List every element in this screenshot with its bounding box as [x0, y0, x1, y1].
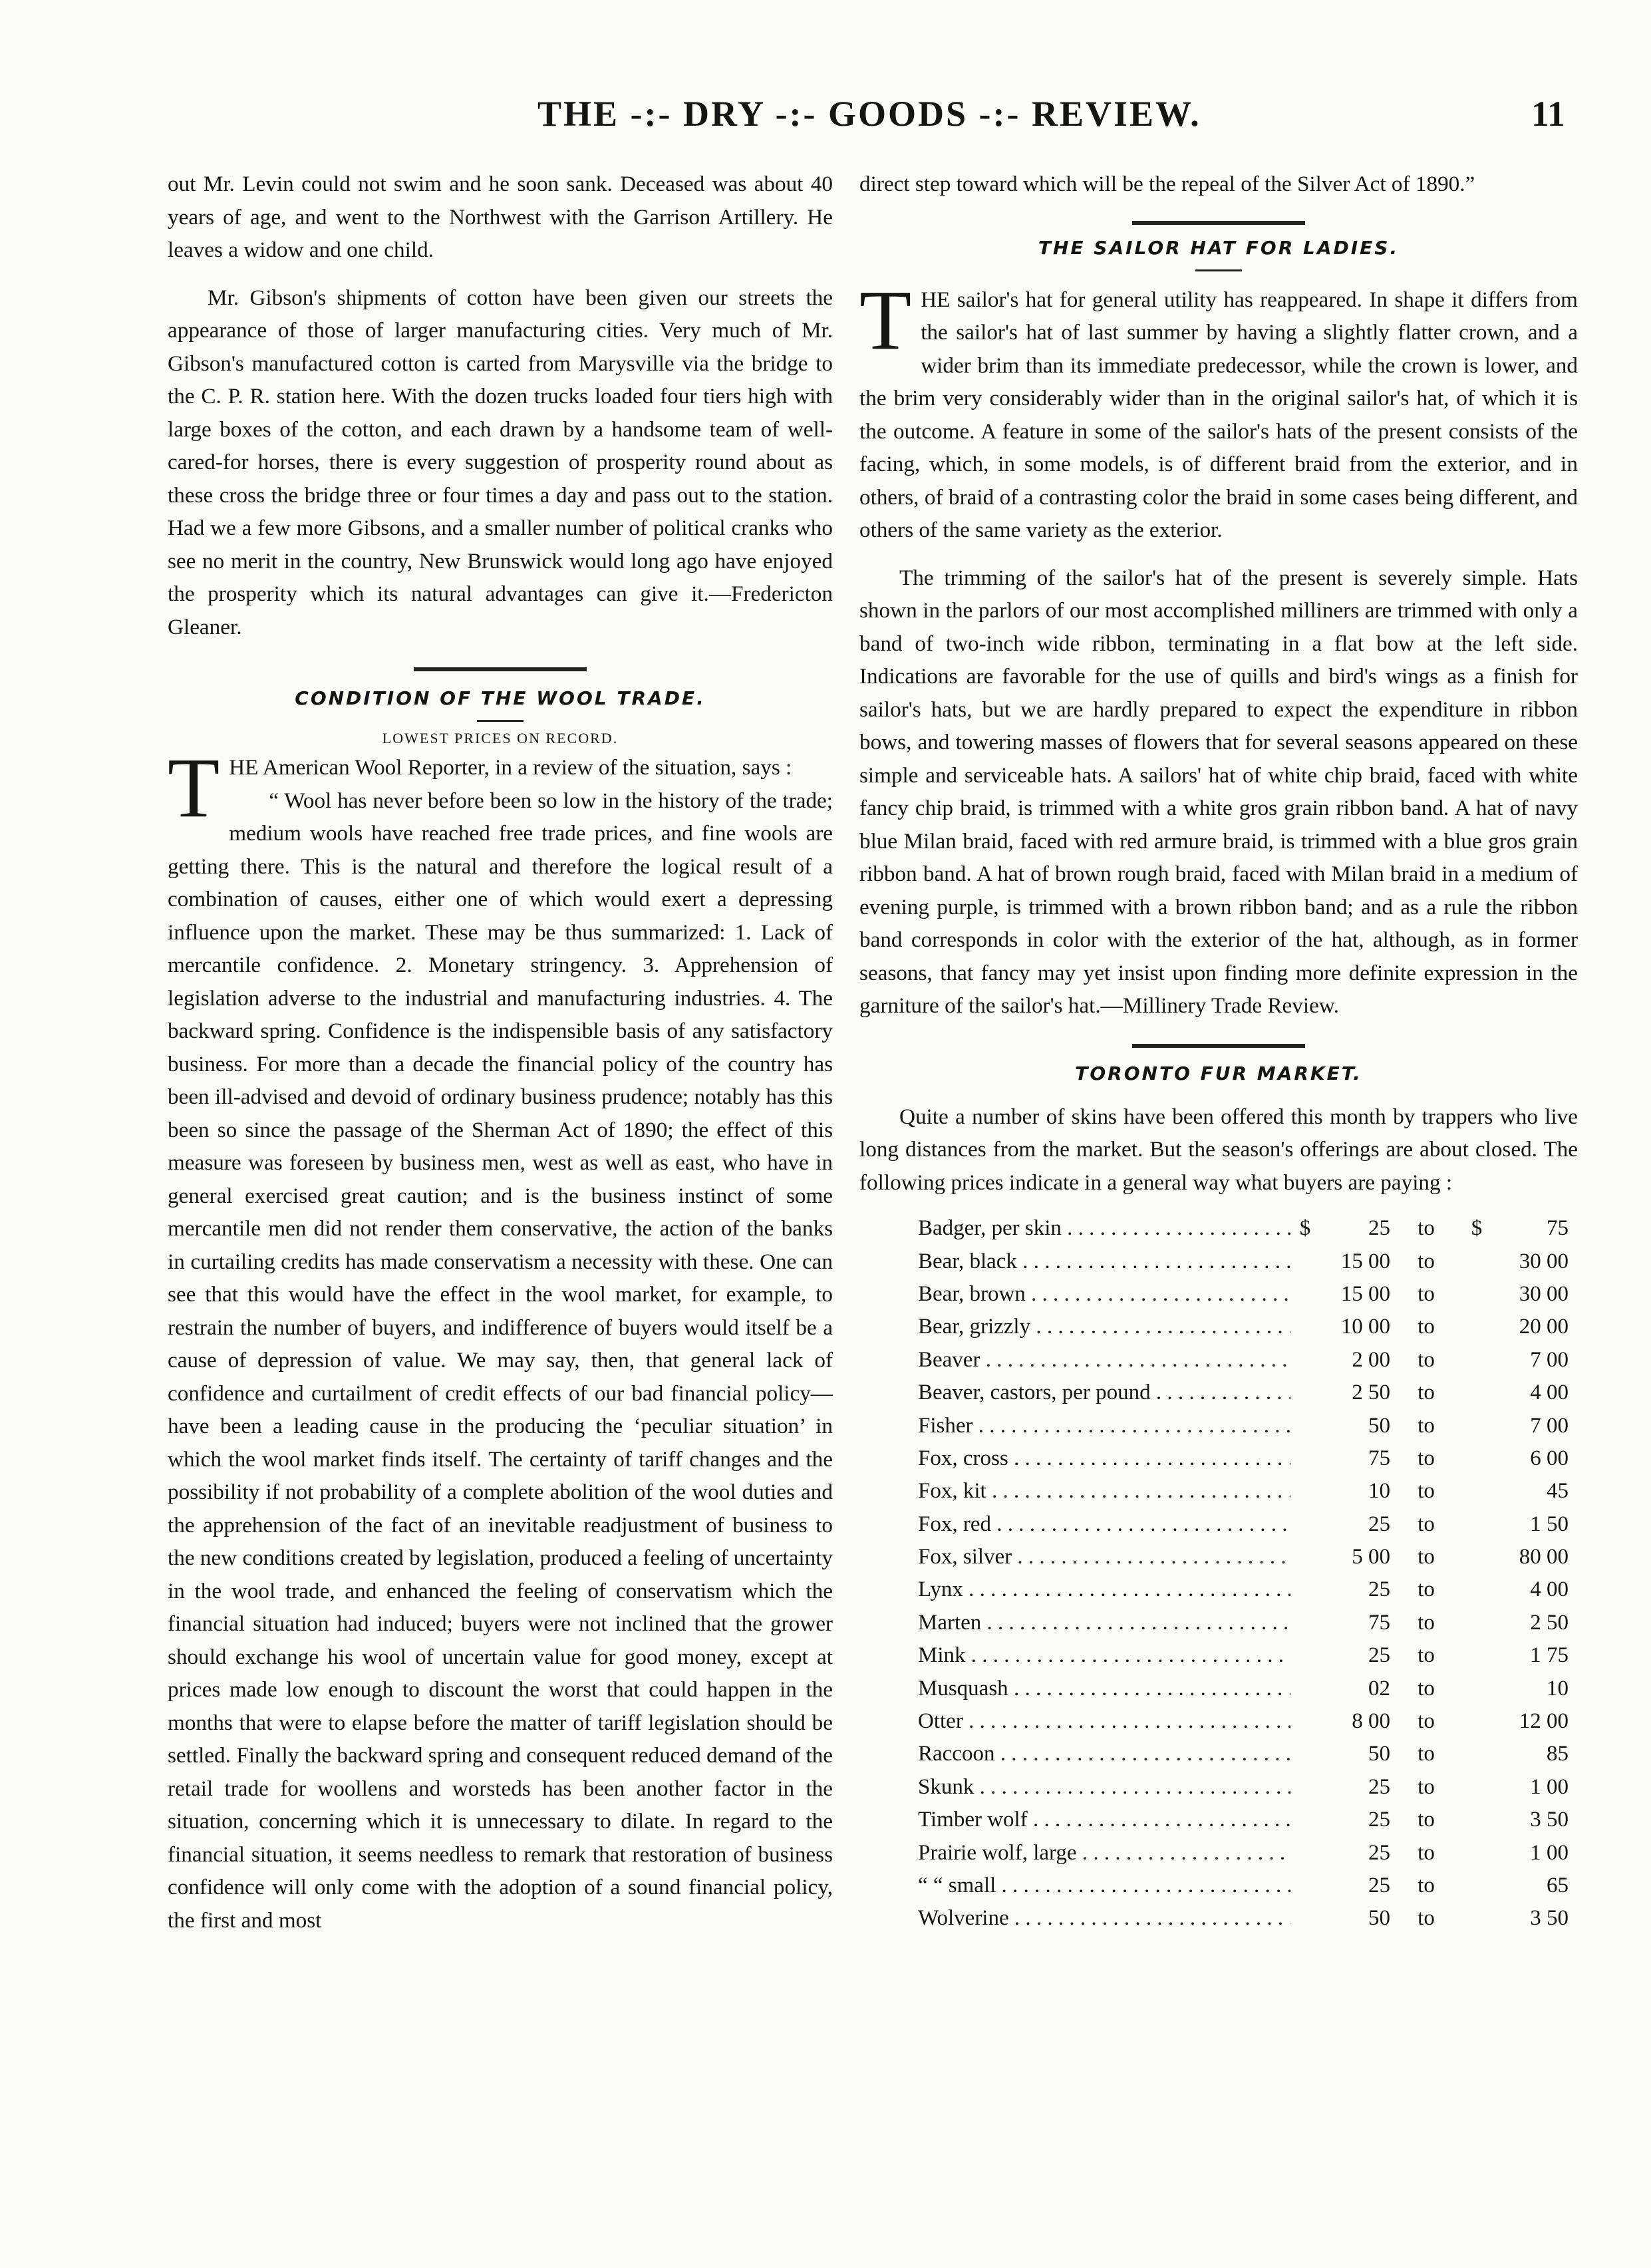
price-high: 75 [1547, 1216, 1569, 1241]
fur-name: Beaver . . . [918, 1348, 1290, 1373]
price-low: 15 00 [1340, 1281, 1390, 1306]
price-to: to [1418, 1545, 1435, 1569]
price-to: to [1418, 1512, 1435, 1536]
fur-name: “ “ small . . . [918, 1873, 1290, 1898]
sailor-drop-cap: T [859, 272, 912, 367]
fur-price-row [918, 1212, 1578, 1245]
wool-intro: HE American Wool Reporter, in a review of the situation, says : [229, 755, 792, 780]
heading-rule [477, 720, 524, 722]
fur-name: Beaver, castors, per pound . . . [918, 1380, 1290, 1405]
price-low: 50 [1368, 1906, 1390, 1931]
price-to: to [1418, 1577, 1435, 1602]
price-to: to [1418, 1446, 1435, 1470]
price-high: 30 00 [1519, 1249, 1569, 1273]
fur-price-row [918, 1344, 1578, 1377]
sailor-paragraph-2: The trimming of the sailor's hat of the present is severely simple. Hats shown in the parlors of our most accomplished milliners are trimmed with only a band of two-inch wide ribbon, terminating in a flat bow at the left side. Indications are favorable for the use of quills and bird's wings as a finish for sailor's hats, but we are hardly prepared to expect the expenditure in ribbon bows, and towering masses of flowers that for several seasons appeared on these simple and serviceable hats. A sailors' hat of white chip braid, faced with white fancy chip braid, is trimmed with a white gros grain ribbon band. A hat of navy blue Milan braid, faced with red armure braid, is trimmed with a blue gros grain ribbon band. A hat of brown rough braid, faced with Milan braid in a medium of evening purple, is trimmed with a brown ribbon band; and as a rule the ribbon band corresponds in color with the exterior of the hat, although, as in former seasons, that fancy may yet insist upon finding more definite expression in the garniture of the sailor's hat.—Millinery Trade Review. [859, 565, 1578, 1018]
price-low: 8 00 [1352, 1709, 1390, 1734]
fur-price-row [918, 1869, 1578, 1902]
section-rule [1132, 221, 1305, 225]
fur-price-row [918, 1442, 1578, 1475]
fur-name: Fox, kit . . . [918, 1479, 1290, 1504]
price-to: to [1418, 1479, 1435, 1504]
price-to: to [1418, 1840, 1435, 1865]
fur-price-row [918, 1705, 1578, 1738]
fur-price-row [918, 1771, 1578, 1804]
price-low: 50 [1368, 1413, 1390, 1438]
price-low: 5 00 [1352, 1545, 1390, 1569]
price-low: 25 [1368, 1577, 1390, 1602]
price-low: 25 [1368, 1643, 1390, 1668]
price-high: 1 00 [1530, 1774, 1569, 1799]
price-to: to [1418, 1906, 1435, 1931]
gibson-paragraph: Mr. Gibson's shipments of cotton have been given our streets the appearance of those of larger manufacturing cities. Very much of Mr. Gibson's manufactured cotton is carted from Marysville via the bridge to the C. P. R. station here. With the dozen trucks loaded four tiers high with large boxes of the cotton, and each drawn by a handsome team of well-cared-for horses, there is every suggestion of prosperity round about as these cross the bridge three or four times a day and pass out to the station. Had we a few more Gibsons, and a smaller number of political cranks who see no merit in the country, New Brunswick would long ago have enjoyed the prosperity which its natural advantages can give it.—Fredericton Gleaner. [168, 285, 833, 639]
price-low: 10 [1368, 1479, 1390, 1504]
page-number: 11 [1531, 94, 1566, 134]
fur-name: Fisher . . . [918, 1414, 1290, 1438]
fur-name: Timber wolf . . . [918, 1808, 1290, 1832]
wool-heading: CONDITION OF THE WOOL TRADE. [295, 687, 706, 709]
fur-name: Mink . . . [918, 1643, 1290, 1668]
price-to: to [1418, 1281, 1435, 1306]
levin-paragraph: out Mr. Levin could not swim and he soon sank. Deceased was about 40 years of age, and went to the Northwest with the Garrison Artillery. He leaves a widow and one child. [168, 172, 833, 262]
price-high: 85 [1547, 1742, 1569, 1766]
fur-name: Fox, red . . . [918, 1512, 1290, 1537]
fur-price-row [918, 1738, 1578, 1770]
fur-price-row [918, 1475, 1578, 1508]
page-header [0, 93, 1651, 146]
price-low: 25 [1368, 1873, 1390, 1897]
price-high: 1 75 [1530, 1643, 1569, 1668]
section-rule [1132, 1044, 1305, 1048]
price-low: 2 50 [1352, 1380, 1390, 1405]
price-to: to [1418, 1380, 1435, 1405]
fur-name: Otter . . . [918, 1709, 1290, 1734]
left-column [168, 168, 833, 1937]
price-low: 75 [1368, 1610, 1390, 1635]
price-high: 20 00 [1519, 1315, 1569, 1339]
masthead: THE -:- DRY -:- GOODS -:- REVIEW. [537, 94, 1201, 134]
wool-subheading: LOWEST PRICES ON RECORD. [382, 730, 619, 746]
wool-drop-cap: T [168, 740, 220, 835]
price-high: 7 00 [1530, 1347, 1569, 1372]
fur-price-row [918, 1804, 1578, 1836]
sailor-paragraph-1: HE sailor's hat for general utility has reappeared. In shape it differs from the sailor's hat of last summer by having a slightly flatter crown, and a wider brim than its immediate predecessor, while the crown is lower, and the brim very considerably wider than in the original sailor's hat, of which it is the outcome. A feature in some of the sailor's hats of the present consists of the facing, which, in some models, is of different braid from the exterior, and in others, of braid of a contrasting color the braid in some cases being different, and others of the same variety as the exterior. [859, 287, 1578, 542]
price-high: 30 00 [1519, 1281, 1569, 1306]
price-high: 12 00 [1519, 1709, 1569, 1734]
price-to: to [1418, 1709, 1435, 1734]
price-to: to [1418, 1676, 1435, 1701]
fur-heading: TORONTO FUR MARKET. [1075, 1062, 1362, 1084]
fur-price-row [918, 1902, 1578, 1935]
fur-name: Wolverine . . . [918, 1906, 1290, 1931]
right-column [859, 168, 1578, 1935]
price-high: 3 50 [1530, 1906, 1569, 1931]
price-low: 25 [1368, 1216, 1390, 1241]
price-low: 15 00 [1340, 1249, 1390, 1273]
wool-continued: direct step toward which will be the repeal of the Silver Act of 1890.” [859, 172, 1475, 196]
fur-price-row [918, 1836, 1578, 1869]
price-low: 25 [1368, 1512, 1390, 1536]
fur-price-row [918, 1607, 1578, 1639]
price-to: to [1418, 1347, 1435, 1372]
fur-price-row [918, 1409, 1578, 1442]
price-to: to [1418, 1610, 1435, 1635]
heading-rule [1195, 269, 1242, 271]
fur-price-table [918, 1212, 1578, 1935]
fur-name: Bear, grizzly . . . [918, 1315, 1290, 1339]
fur-price-row [918, 1377, 1578, 1409]
fur-name: Fox, cross . . . [918, 1446, 1290, 1471]
wool-article [168, 740, 833, 1937]
price-to: to [1418, 1808, 1435, 1832]
fur-price-row [918, 1672, 1578, 1704]
sailor-heading: THE SAILOR HAT FOR LADIES. [1038, 236, 1400, 259]
wool-body: “ Wool has never before been so low in the history of the trade; medium wools have reached free trade prices, and fine wools are getting there. This is the natural and therefore the logical result of a combination of causes, either one of which would exert a depressing influence upon the market. These may be thus summarized: 1. Lack of mercantile confidence. 2. Monetary stringency. 3. Apprehension of legislation adverse to the industrial and manufacturing industries. 4. The backward spring. Confidence is the indispensible basis of any satisfactory business. For more than a decade the financial policy of the country has been ill-advised and devoid of ordinary business prudence; notably has this been so since the passage of the Sherman Act of 1890; the effect of this measure was foreseen by business men, west as well as east, who have in general exercised great caution; and is the business instinct of some mercantile men did not render them conservative, the action of the banks in curtailing credits has made conservatism a necessity with these. One can see that this would have the effect in the wool market, for example, to restrain the number of buyers, and indifference of buyers would itself be a cause of depression of value. We may say, then, that general lack of confidence and curtailment of credit effects of our bad financial policy—have been a leading cause in the producing the ‘peculiar situation’ in which the wool market finds itself. The certainty of tariff changes and the possibility if not probability of a complete abolition of the wool duties and the apprehension of the fact of an inevitable readjustment of business to the new conditions created by legislation, produced a feeling of uncertainty in the wool trade, and enhanced the feeling of conservatism which the financial situation had induced; buyers were not inclined that the grower should exchange his wool of uncertain value for good money, except at prices made low enough to discount the worst that could happen in the months that were to elapse before the matter of tariff legislation should be settled. Finally the backward spring and consequent reduced demand of the retail trade for woollens and worsteds has been another factor in the situation, concerning which it is unnecessary to dilate. In regard to the financial situation, it seems needless to remark that restoration of business confidence will only come with the adoption of a sound financial policy, the first and most [168, 788, 833, 1933]
fur-name: Fox, silver . . . [918, 1545, 1290, 1569]
price-to: to [1418, 1643, 1435, 1668]
fur-price-row [918, 1311, 1578, 1343]
fur-intro: Quite a number of skins have been offered this month by trappers who live long distances from the market. But the season's offerings are about closed. The following prices indicate in a general way what buyers are paying : [859, 1104, 1578, 1195]
price-low: 25 [1368, 1808, 1390, 1832]
fur-price-row [918, 1573, 1578, 1606]
price-high: 4 00 [1530, 1380, 1569, 1405]
price-high: 2 50 [1530, 1610, 1569, 1635]
section-rule [414, 667, 587, 671]
price-low: 2 00 [1352, 1347, 1390, 1372]
price-to: to [1418, 1315, 1435, 1339]
fur-name: Marten . . . [918, 1611, 1290, 1635]
sailor-article [859, 272, 1578, 1023]
fur-name: Raccoon . . . [918, 1742, 1290, 1766]
fur-name: Lynx . . . [918, 1577, 1290, 1602]
fur-price-row [918, 1639, 1578, 1672]
price-high: 1 00 [1530, 1840, 1569, 1865]
price-to: to [1418, 1413, 1435, 1438]
fur-name: Bear, brown . . . [918, 1282, 1290, 1307]
fur-name: Prairie wolf, large . . . [918, 1841, 1290, 1865]
price-to: to [1418, 1742, 1435, 1766]
price-high: 10 [1547, 1676, 1569, 1701]
fur-price-row [918, 1245, 1578, 1277]
fur-name: Bear, black . . . [918, 1249, 1290, 1274]
fur-price-row [918, 1278, 1578, 1311]
price-to: to [1418, 1873, 1435, 1897]
dollar-sign: $ [1299, 1216, 1311, 1241]
price-low: 25 [1368, 1774, 1390, 1799]
price-high: 4 00 [1530, 1577, 1569, 1602]
dollar-sign: $ [1471, 1216, 1483, 1241]
price-low: 02 [1368, 1676, 1390, 1701]
fur-price-row [918, 1508, 1578, 1541]
price-low: 10 00 [1340, 1315, 1390, 1339]
price-low: 50 [1368, 1742, 1390, 1766]
price-to: to [1418, 1774, 1435, 1799]
fur-price-row [918, 1541, 1578, 1573]
fur-name: Skunk . . . [918, 1775, 1290, 1800]
price-high: 3 50 [1530, 1808, 1569, 1832]
fur-name: Musquash . . . [918, 1677, 1290, 1701]
price-low: 75 [1368, 1446, 1390, 1470]
price-high: 6 00 [1530, 1446, 1569, 1470]
price-high: 1 50 [1530, 1512, 1569, 1536]
price-to: to [1418, 1249, 1435, 1273]
price-high: 45 [1547, 1479, 1569, 1504]
price-high: 80 00 [1519, 1545, 1569, 1569]
price-low: 25 [1368, 1840, 1390, 1865]
price-high: 7 00 [1530, 1413, 1569, 1438]
price-high: 65 [1547, 1873, 1569, 1897]
fur-name: Badger, per skin . . . [918, 1216, 1290, 1241]
price-to: to [1418, 1216, 1435, 1241]
